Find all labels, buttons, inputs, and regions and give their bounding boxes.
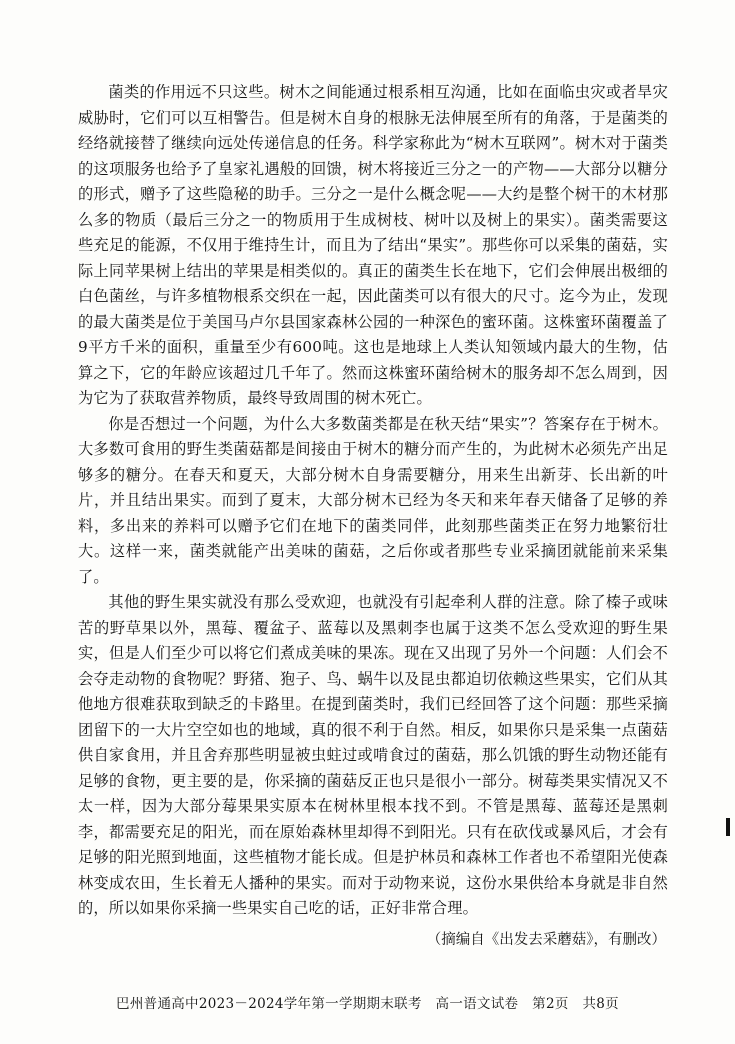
paragraph-2: 你是否想过一个问题，为什么大多数菌类都是在秋天结“果实”？答案存在于树木。大多数可食用的野生类菌菇都是间接由于树木的糖分而产生的，为此树木必须先产出足够多的糖分。在春天和夏天，大部分树木自身需要糖分，用来生出新芽、长出新的叶片，并且结出果实。而到了夏末，大部分树木已经为冬天和来年春天储备了足够的养料，多出来的养料可以赠予它们在地下的菌类同伴，此刻那些菌类正在努力地繁衍壮大。这样一来，菌类就能产出美味的菌菇，之后你或者那些专业采摘团就能前来采集了。 [78,414,668,586]
source-citation: （摘编自《出发去采蘑菇》，有删改） [426,931,666,948]
paragraph-3: 其他的野生果实就没有那么受欢迎，也就没有引起牵利人群的注意。除了榛子或味苦的野草果以外，黑莓、覆盆子、蓝莓以及黑刺李也属于这类不怎么受欢迎的野生果实，但是人们至少可以将它们煮成美味的果冻。现在又出现了另外一个问题：人们会不会夺走动物的食物呢？野猪、狍子、鸟、蜗牛以及昆虫都迫切依赖这些果实，它们从其他地方很难获取到缺乏的卡路里。在提到菌类时，我们已经回答了这个问题：那些采摘团留下的一大片空空如也的地域，真的很不利于自然。相反，如果你只是采集一点菌菇供自家食用，并且舍弃那些明显被虫蛀过或啃食过的菌菇，那么饥饿的野生动物还能有足够的食物，更主要的是，你采摘的菌菇反正也只是很小一部分。树莓类果实情况又不太一样，因为大部分莓果果实原本在树林里根本找不到。不管是黑莓、蓝莓还是黑刺李，都需要充足的阳光，而在原始森林里却得不到阳光。只有在砍伐或暴风后，才会有足够的阳光照到地面，这些植物才能长成。但是护林员和森林工作者也不希望阳光使森林变成农田，生长着无人播种的果实。而对于动物来说，这份水果供给本身就是非自然的，所以如果你采摘一些果实自己吃的话，正好非常合理。 [78,593,668,917]
scan-edge-mark [726,818,730,836]
paragraph-1: 菌类的作用远不只这些。树木之间能通过根系相互沟通，比如在面临虫灾或者旱灾威胁时，它们可以互相警告。但是树木自身的根脉无法伸展至所有的角落，于是菌类的经络就接替了继续向远处传递信息的任务。科学家称此为“树木互联网”。树木对于菌类的这项服务也给予了皇家礼遇般的回馈，树木将接近三分之一的产物——大部分以糖分的形式，赠予了这些隐秘的助手。三分之一是什么概念呢——大约是整个树干的木材那么多的物质（最后三分之一的物质用于生成树枝、树叶以及树上的果实）。菌类需要这些充足的能源，不仅用于维持生计，而且为了结出“果实”。那些你可以采集的菌菇，实际上同苹果树上结出的苹果是相类似的。真正的菌类生长在地下，它们会伸展出极细的白色菌丝，与许多植物根系交织在一起，因此菌类可以有很大的尺寸。迄今为止，发现的最大菌类是位于美国马卢尔县国家森林公园的一种深色的蜜环菌。这株蜜环菌覆盖了9平方千米的面积，重量至少有600吨。这也是地球上人类认知领域内最大的生物，估算之下，它的年龄应该超过几千年了。然而这株蜜环菌给树木的服务却不怎么周到，因为它为了获取营养物质，最终导致周围的树木死亡。 [78,83,668,407]
page-footer: 巴州普通高中2023－2024学年第一学期期末联考 高一语文试卷 第2页 共8页 [116,996,619,1012]
article-body [78,80,668,952]
